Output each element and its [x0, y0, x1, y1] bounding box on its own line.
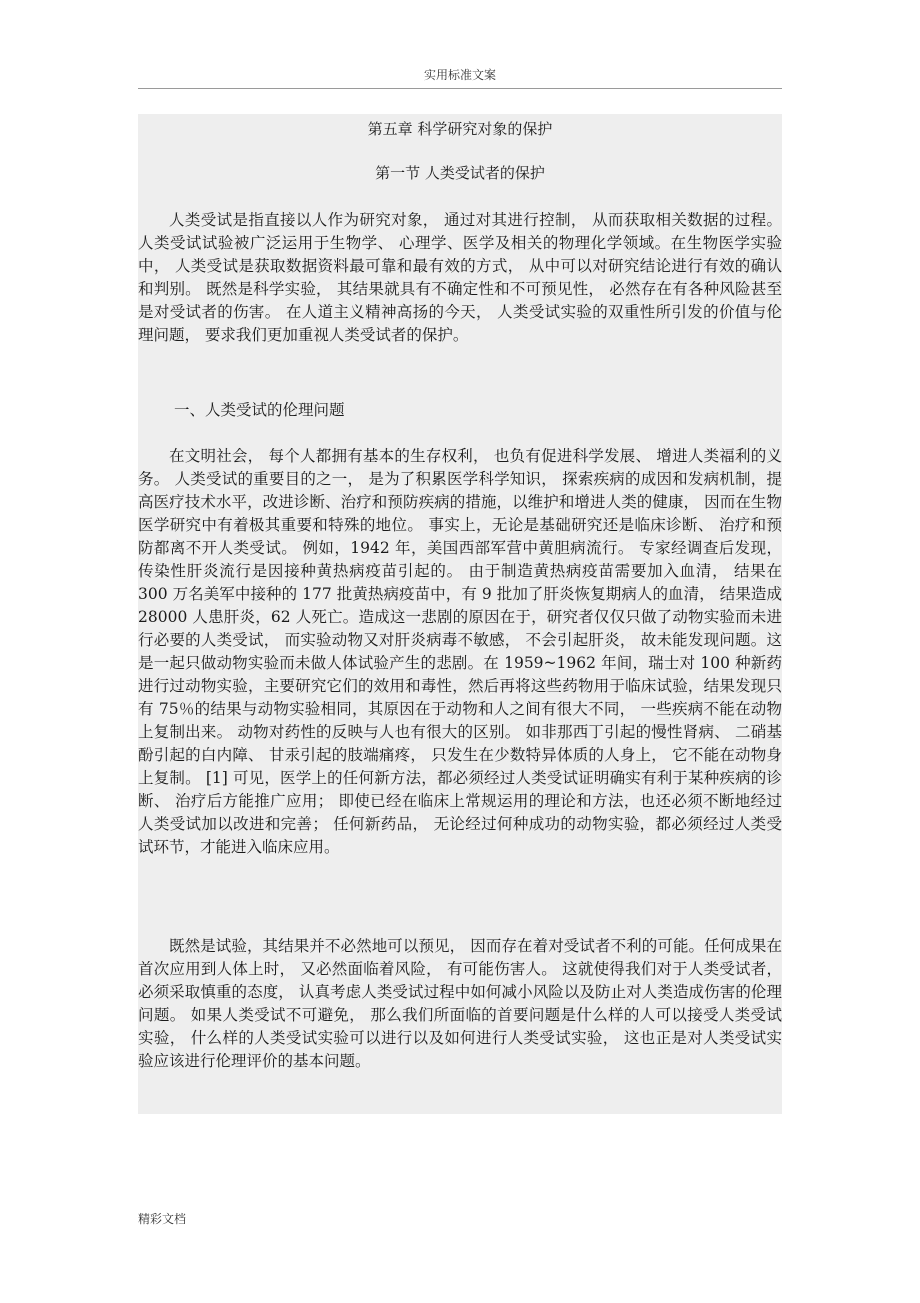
page-header: 实用标准文案 [423, 68, 496, 82]
document-body [138, 114, 782, 1114]
subheading-ethics: 一、人类受试的伦理问题 [174, 401, 345, 419]
page-footer: 精彩文档 [138, 1212, 187, 1226]
paragraph-conclusion: 既然是试验，其结果并不必然地可以预见， 因而存在着对受试者不利的可能。任何成果在首次应用到人体上时， 又必然面临着风险， 有可能伤害人。 这就使得我们对于人类受试者， 必须采取慎重的态度， 认真考虑人类受试过程中如何减小风险以及防止对人类造成伤害的伦理问题。 如果人类受试不可避免， 那么我们所面临的首要问题是什么样的人可以接受人类受试实验， 什么样的人类受试实验可以进行以及如何进行人类受试实验， 这也正是对人类受试实验应该进行伦理评价的基本问题。 [138, 937, 782, 1070]
paragraph-examples: 在文明社会， 每个人都拥有基本的生存权利， 也负有促进科学发展、 增进人类福利的义务。 人类受试的重要目的之一， 是为了积累医学科学知识， 探索疾病的成因和发病机制，提高医疗技术水平，改进诊断、治疗和预防疾病的措施，以维护和增进人类的健康， 因而在生物医学研究中有着极其重要和特殊的地位。 事实上，无论是基础研究还是临床诊断、 治疗和预防都离不开人类受试。 例如，1942 年，美国西部军营中黄胆病流行。 专家经调查后发现， 传染性肝炎流行是因接种黄热病疫苗引起的。 由于制造黄热病疫苗需要加入血清， 结果在 300 万名美军中接种的 177 批黄热病疫苗中，有 9 批加了肝炎恢复期病人的血清， 结果造成 28000 人患肝炎，62 人死亡。造成这一悲剧的原因在于，研究者仅仅只做了动物实验而未进行必要的人类受试， 而实验动物又对肝炎病毒不敏感， 不会引起肝炎， 故未能发现问题。这是一起只做动物实验而未做人体试验产生的悲剧。在 1959~1962 年间，瑞士对 100 种新药进行过动物实验，主要研究它们的效用和毒性，然后再将这些药物用于临床试验，结果发现只有 75％的结果与动物实验相同，其原因在于动物和人之间有很大不同， 一些疾病不能在动物上复制出来。 动物对药性的反映与人也有很大的区别。 如非那西丁引起的慢性肾病、 二硝基酚引起的白内障、 甘汞引起的肢端痛疼， 只发生在少数特异体质的人身上， 它不能在动物身上复制。 [1] 可见，医学上的任何新方法，都必须经过人类受试证明确实有利于某种疾病的诊断、 治疗后方能推广应用； 即使已经在临床上常规运用的理论和方法，也还必须不断地经过人类受试加以改进和完善； 任何新药品， 无论经过何种成功的动物实验，都必须经过人类受试环节，才能进入临床应用。 [138, 447, 782, 856]
paragraph-introduction: 人类受试是指直接以人作为研究对象， 通过对其进行控制， 从而获取相关数据的过程。人类受试试验被广泛运用于生物学、 心理学、医学及相关的物理化学领域。在生物医学实验中， 人类受试是获取数据资料最可靠和最有效的方式， 从中可以对研究结论进行有效的确认和判别。 既然是科学实验， 其结果就具有不确定性和不可预见性， 必然存在有各种风险甚至是对受试者的伤害。 在人道主义精神高扬的今天， 人类受试实验的双重性所引发的价值与伦理问题， 要求我们更加重视人类受试者的保护。 [138, 211, 782, 344]
section-title: 第一节 人类受试者的保护 [375, 164, 545, 182]
chapter-title: 第五章 科学研究对象的保护 [367, 120, 553, 138]
header-divider [138, 88, 782, 89]
